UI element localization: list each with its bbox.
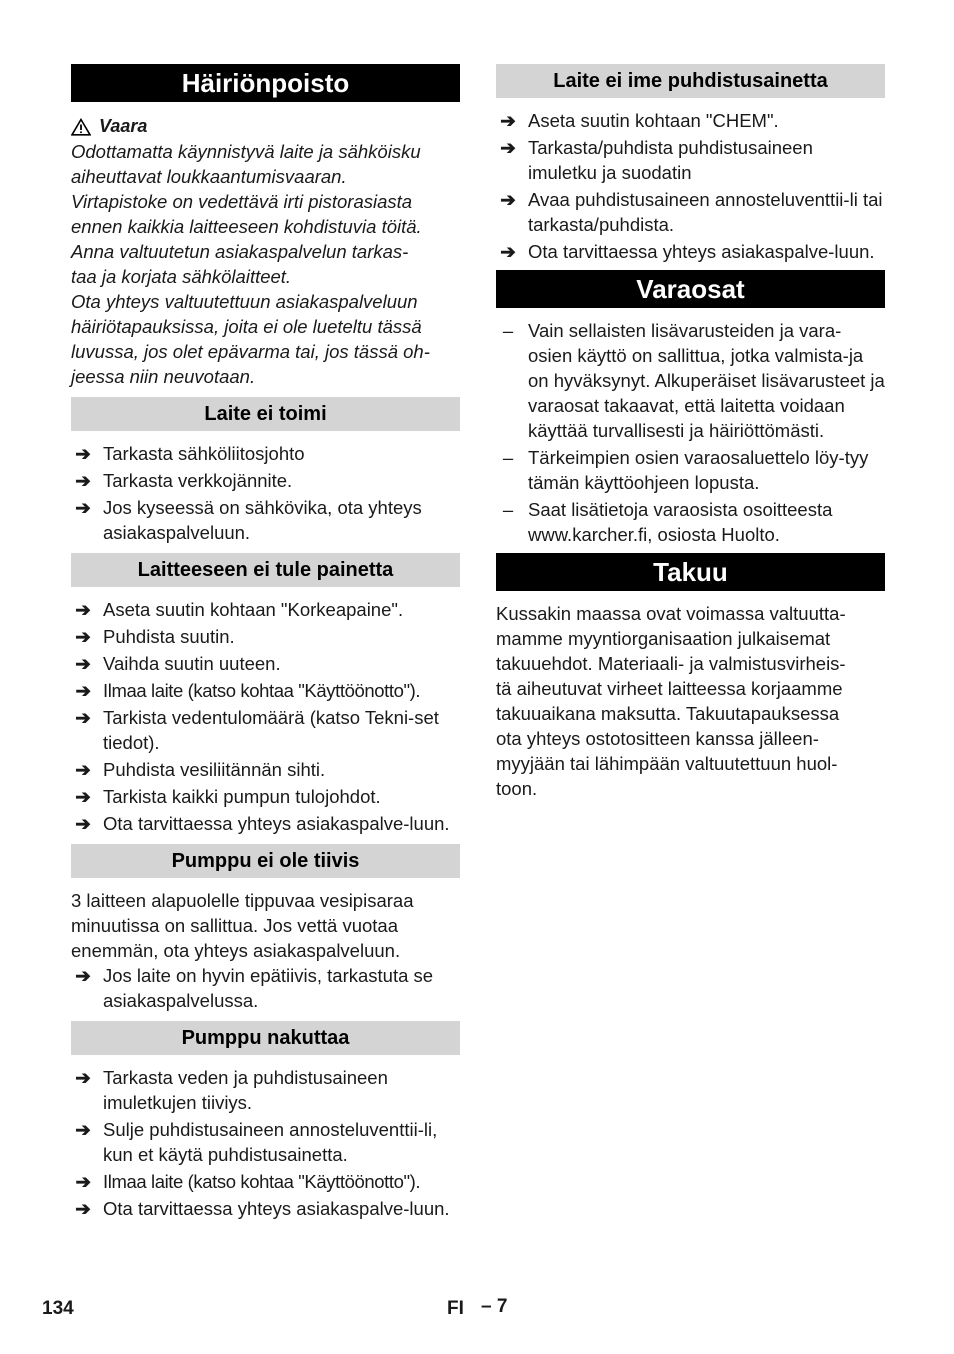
list-ei-painetta — [71, 597, 460, 836]
arrow-icon: ➔ — [75, 965, 91, 986]
takuu-text: Kussakin maassa ovat voimassa valtuutta- mamme myyntiorganisaation julkaisemat takuuehdot. Materiaali- ja valmistusvirheis- tä aiheutuvat virheet laitteessa korjaamme takuuaikana maksutta. Takuutapauksessa ota yhteys ostotositteen kanssa jälleen- myyjään tai lähimpään valtuutettuun huol- toon. — [496, 603, 846, 799]
arrow-icon: ➔ — [500, 137, 516, 158]
subsection-title-ei-ime: Laite ei ime puhdistusainetta — [496, 64, 885, 98]
list-item: ➔ Puhdista suutin. — [71, 624, 460, 649]
arrow-icon: ➔ — [500, 110, 516, 131]
list-item: ➔ Jos laite on hyvin epätiivis, tarkastuta se asiakaspalvelussa. — [71, 963, 460, 1013]
dash-marker: – — [502, 320, 514, 341]
list-item: ➔ Tarkasta sähköliitosjohto — [71, 441, 460, 466]
list-varaosat — [496, 318, 885, 547]
pumppu-tiivis-text: 3 laitteen alapuolelle tippuvaa vesipisaraa minuutissa on sallittua. Jos vettä vuotaa enemmän, ota yhteys asiakaspalveluun. — [71, 890, 414, 961]
arrow-icon: ➔ — [75, 1067, 91, 1088]
arrow-icon: ➔ — [75, 759, 91, 780]
list-item: – Vain sellaisten lisävarusteiden ja vara-osien käyttö on sallittua, jotka valmista-ja on hyväksynyt. Alkuperäiset lisävarusteet ja varaosat takaavat, että laitetta voidaan käyttää turvallisesti ja häiriöttömästi. — [496, 318, 885, 443]
list-item: ➔ Jos kyseessä on sähkövika, ota yhteys asiakaspalveluun. — [71, 495, 460, 545]
danger-text: Odottamatta käynnistyvä laite ja sähköisku aiheuttavat loukkaantumisvaaran. Virtapistoke on vedettävä irti pistorasiasta ennen kaikkia laitteeseen kohdistuvia töitä. Anna valtuutetun asiakaspalvelun tarkas- taa ja korjata sähkölaitteet. Ota yhteys valtuutettuun asiakaspalveluun häiriötapauksissa, joita ei ole lueteltu tässä luvussa, jos olet epävarma tai, jos tässä oh- jeessa niin neuvotaan. — [71, 141, 430, 387]
list-item: – Saat lisätietoja varaosista osoitteesta www.karcher.fi, osiosta Huolto. — [496, 497, 885, 547]
arrow-icon: ➔ — [75, 470, 91, 491]
list-item: ➔ Tarkasta veden ja puhdistusaineen imuletkujen tiiviys. — [71, 1065, 460, 1115]
list-item: ➔ Ota tarvittaessa yhteys asiakaspalve-luun. — [71, 1196, 460, 1221]
left-column — [71, 64, 460, 1227]
arrow-icon: ➔ — [75, 707, 91, 728]
section-title-takuu: Takuu — [496, 553, 885, 591]
arrow-icon: ➔ — [75, 813, 91, 834]
subsection-title-laite-ei-toimi: Laite ei toimi — [71, 397, 460, 431]
warning-triangle-icon — [71, 118, 91, 136]
list-item: ➔ Aseta suutin kohtaan "Korkeapaine". — [71, 597, 460, 622]
list-item: ➔ Ota tarvittaessa yhteys asiakaspalve-luun. — [496, 239, 885, 264]
arrow-icon: ➔ — [75, 653, 91, 674]
arrow-icon: ➔ — [75, 1198, 91, 1219]
list-pumppu-ei-tiivis — [71, 963, 460, 1013]
subsection-title-pumppu-nakuttaa: Pumppu nakuttaa — [71, 1021, 460, 1055]
arrow-icon: ➔ — [75, 599, 91, 620]
arrow-icon: ➔ — [75, 1171, 91, 1192]
list-laite-ei-toimi — [71, 441, 460, 545]
list-item: ➔ Tarkasta verkkojännite. — [71, 468, 460, 493]
page-number: 134 — [42, 1298, 74, 1319]
arrow-icon: ➔ — [75, 626, 91, 647]
arrow-icon: ➔ — [500, 241, 516, 262]
subsection-title-ei-painetta: Laitteeseen ei tule painetta — [71, 553, 460, 587]
arrow-icon: ➔ — [75, 680, 91, 701]
dash-marker: – — [502, 499, 514, 520]
danger-label: Vaara — [99, 116, 148, 136]
sub-page-number: – 7 — [481, 1296, 508, 1317]
list-ei-ime — [496, 108, 885, 264]
list-item: – Tärkeimpien osien varaosaluettelo löy-tyy tämän käyttöohjeen lopusta. — [496, 445, 885, 495]
list-item: ➔ Tarkista vedentulomäärä (katso Tekni-set tiedot). — [71, 705, 460, 755]
list-item: ➔ Sulje puhdistusaineen annosteluventtii-li, kun et käytä puhdistusainetta. — [71, 1117, 460, 1167]
danger-heading — [71, 114, 460, 139]
list-item: ➔ Vaihda suutin uuteen. — [71, 651, 460, 676]
language-code: FI — [447, 1298, 464, 1319]
subsection-title-pumppu-ei-tiivis: Pumppu ei ole tiivis — [71, 844, 460, 878]
list-item: ➔ Ilmaa laite (katso kohtaa "Käyttöönotto"). — [71, 1169, 460, 1194]
arrow-icon: ➔ — [75, 786, 91, 807]
list-item: ➔ Tarkista kaikki pumpun tulojohdot. — [71, 784, 460, 809]
list-item: ➔ Tarkasta/puhdista puhdistusaineen imuletku ja suodatin — [496, 135, 885, 185]
list-item: ➔ Ota tarvittaessa yhteys asiakaspalve-luun. — [71, 811, 460, 836]
list-item: ➔ Avaa puhdistusaineen annosteluventtii-li tai tarkasta/puhdista. — [496, 187, 885, 237]
arrow-icon: ➔ — [75, 1119, 91, 1140]
list-item: ➔ Ilmaa laite (katso kohtaa "Käyttöönotto"). — [71, 678, 460, 703]
right-column — [496, 64, 885, 801]
dash-marker: – — [502, 447, 514, 468]
list-item: ➔ Aseta suutin kohtaan "CHEM". — [496, 108, 885, 133]
section-title-varaosat: Varaosat — [496, 270, 885, 308]
arrow-icon: ➔ — [75, 443, 91, 464]
arrow-icon: ➔ — [500, 189, 516, 210]
list-pumppu-nakuttaa — [71, 1065, 460, 1221]
arrow-icon: ➔ — [75, 497, 91, 518]
section-title-hairionpoisto: Häiriönpoisto — [71, 64, 460, 102]
list-item: ➔ Puhdista vesiliitännän sihti. — [71, 757, 460, 782]
